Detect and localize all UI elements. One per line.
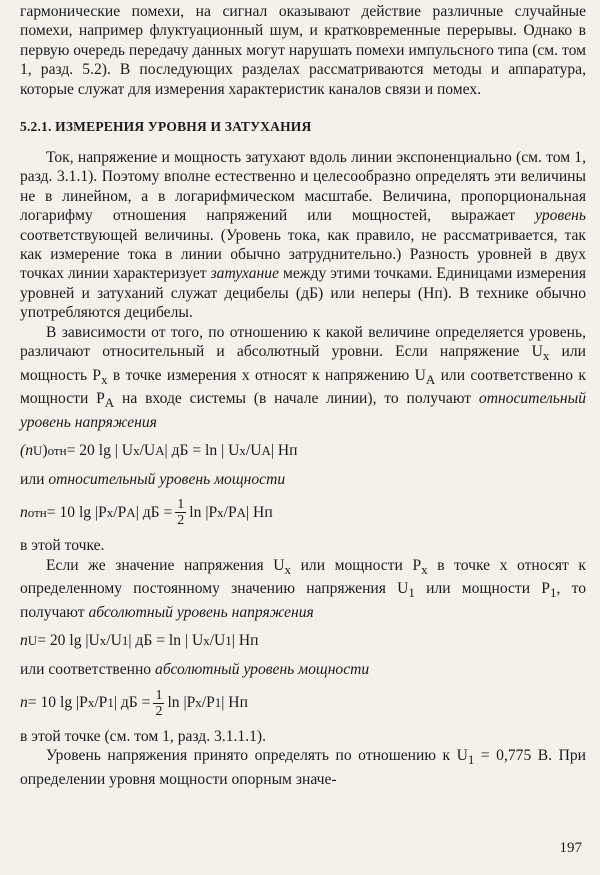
- paragraph-levels: Ток, напряжение и мощность затухают вдоль линии экспоненциально (см. том 1, разд. 3.1.1). Поэтому вполне естественно и целесообразно определять эти величины не в линейном, а в логарифмическом масштабе. Величина, пропорциональная логарифму отношения напряжений или мощностей, выражает уровень соответствующей величины. (Уровень тока, как правило, не рассматривается, так как измерение тока в линии обычно затруднительно.) Разность уровней в двух точках линии характеризует затухание между этими точками. Единицами измерения уровней и затуханий служат децибелы (дБ) или неперы (Нп). В технике обычно употребляются децибелы.: [20, 149, 586, 322]
- formula-relative-power: n отн = 10 lg |P x /P A | дБ = $\frac{1}{2}$ ln |P x /P A | Нп: [20, 497, 273, 529]
- formula-absolute-voltage: n U = 20 lg |U x /U 1 | дБ = ln | U x /U 1 | Нп: [20, 632, 259, 650]
- section-heading: 5.2.1. ИЗМЕРЕНИЯ УРОВНЯ И ЗАТУХАНИЯ: [20, 119, 312, 135]
- paragraph-reference-level: Уровень напряжения принято определять по отношению к $U_1 = 0,775$ В. При определении уровня мощности опорным значе-: [20, 747, 586, 788]
- formula-absolute-power: n = 10 lg |P x /P 1 | дБ = $\frac{1}{2}$ ln |P x /P 1 | Нп: [20, 687, 248, 719]
- fraction-one-half: $\frac{1}{2}$: [155, 687, 163, 719]
- paragraph-relative-level: В зависимости от того, по отношению к какой величине определяется уровень, различают относительный и абсолютный уровни. Если напряжение $U_x$ или мощность $P_x$ в точке измерения x относят к напряжению $U_A$ или соответственно к мощности $P_A$ на входе системы (в начале линии), то получают относительный уровень напряжения: [20, 323, 587, 431]
- intro-paragraph: гармонические помехи, на сигнал оказывают действие различные случайные помехи, например флуктуационный шум, и кратковременные перерывы. Однако в первую очередь передачу данных могут нарушать помехи импульсного типа (см. том 1, разд. 5.2). В последующих разделах рассматриваются методы и аппаратура, которые служат для измерения характеристик каналов связи и помех.: [20, 3, 586, 98]
- fraction-one-half: $\frac{1}{2}$: [177, 497, 185, 529]
- at-this-point-2: в этой точке (см. том 1, разд. 3.1.1.1).: [20, 727, 267, 745]
- paragraph-absolute-level: Если же значение напряжения $U_x$ или мощности $P_x$ в точке x относят к определенному постоянному значению напряжения $U_1$ или мощности $P_1$, то получают абсолютный уровень напряжения: [20, 556, 587, 621]
- or-relative-power: или относительный уровень мощности: [20, 471, 286, 489]
- formula-relative-voltage: (n U ) отн = 20 lg | U x /U A | дБ = ln | U x /U A | Нп: [20, 442, 298, 460]
- at-this-point-1: в этой точке.: [20, 537, 105, 555]
- page-number: 197: [559, 840, 582, 856]
- or-absolute-power: или соответственно абсолютный уровень мощности: [20, 661, 370, 679]
